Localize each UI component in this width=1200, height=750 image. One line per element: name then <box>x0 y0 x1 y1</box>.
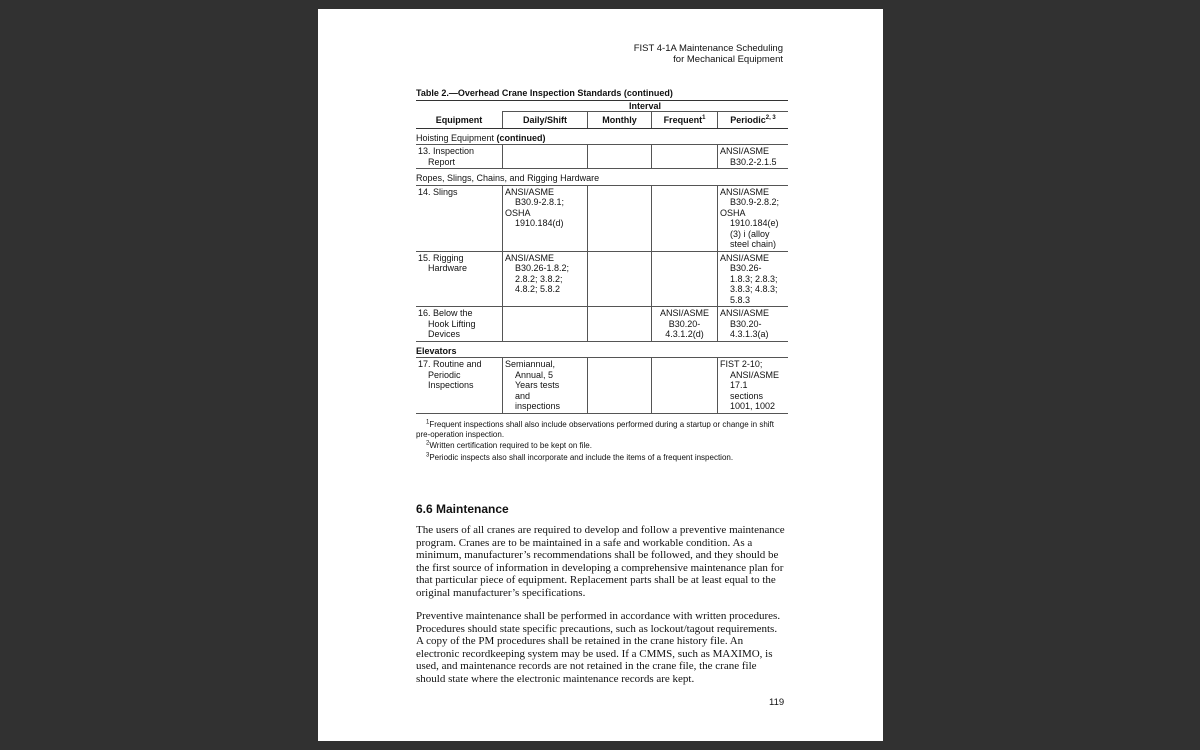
cell-line: B30.20- <box>668 318 701 329</box>
section-ropes-slings: Ropes, Slings, Chains, and Rigging Hardware <box>416 169 788 186</box>
cell-line: OSHA <box>720 207 746 218</box>
cell-equipment <box>416 186 502 251</box>
cell-line: Hardware <box>428 263 468 273</box>
cell-line: FIST 2-10; <box>720 359 763 369</box>
table-row <box>416 145 788 169</box>
interval-label: Interval <box>502 101 788 113</box>
footnote-3: $^3$Periodic inspects also shall incorporate and include the items of a frequent inspection. <box>426 452 734 462</box>
cell-daily-shift <box>502 358 587 413</box>
col-equipment: Equipment <box>435 115 483 125</box>
cell-line: Report <box>428 156 456 167</box>
cell-line: ANSI/ASME <box>720 252 770 263</box>
column-header-row <box>416 112 788 129</box>
cell-line: Annual, 5 <box>515 369 554 380</box>
cell-equipment <box>416 252 502 307</box>
cell-line: and <box>515 390 531 401</box>
section-heading: 6.6 Maintenance <box>416 502 509 516</box>
cell-line: 1.8.3; 2.8.3; <box>730 273 778 284</box>
cell-line: ANSI/ASME <box>730 369 780 380</box>
cell-line: 15. Rigging <box>418 252 464 263</box>
interval-header-row <box>416 101 788 113</box>
cell-periodic <box>717 145 788 168</box>
cell-equipment <box>416 307 502 341</box>
page-number: 119 <box>769 697 785 708</box>
cell-line: Devices <box>428 329 461 339</box>
cell-periodic <box>717 358 788 413</box>
cell-equipment <box>416 145 502 168</box>
cell-line: Periodic <box>428 369 461 380</box>
cell-frequent <box>651 307 717 341</box>
col-monthly: Monthly <box>587 112 651 128</box>
table-row <box>416 307 788 342</box>
cell-line: 1910.184(d) <box>515 218 564 228</box>
cell-line: sections <box>730 390 764 401</box>
cell-periodic <box>717 252 788 307</box>
cell-line: 17. Routine and <box>418 359 482 369</box>
document-page <box>318 9 883 741</box>
header-line-1: FIST 4-1A Maintenance Scheduling <box>633 43 783 54</box>
cell-periodic <box>717 307 788 341</box>
cell-frequent <box>651 358 717 413</box>
col-periodic: Periodic$^{2, 3}$ <box>717 112 788 128</box>
cell-line: 13. Inspection <box>418 146 475 156</box>
cell-line: Inspections <box>428 380 474 390</box>
cell-line: 1001, 1002 <box>730 401 776 411</box>
cell-line: ANSI/ASME <box>505 252 555 263</box>
cell-line: Years tests <box>515 380 560 390</box>
cell-equipment <box>416 358 502 413</box>
cell-daily-shift <box>502 307 587 341</box>
cell-line: 1910.184(e) <box>730 218 779 228</box>
cell-line: ANSI/ASME <box>505 186 555 197</box>
table-row <box>416 252 788 308</box>
cell-daily-shift <box>502 145 587 168</box>
cell-line: B30.2-2.1.5 <box>730 156 777 167</box>
cell-line: ANSI/ASME <box>720 186 770 197</box>
cell-line: ANSI/ASME <box>659 308 709 318</box>
col-daily-shift: Daily/Shift <box>502 112 587 128</box>
paragraph-1: The users of all cranes are required to develop and follow a preventive maintenance program. Cranes are to be maintained in a safe and workable condition. As a minimum, manufacturer’s recommendations shall be followed, and they should be the first source of information in developing a comprehensive maintenance plan for that particular piece of equipment. Replacement parts shall be at least equal to the original manufacturer’s specifications. <box>416 524 785 599</box>
footnote-2: $^2$Written certification required to be kept on file. <box>426 440 592 450</box>
cell-monthly <box>587 145 651 168</box>
footnote-1: $^1$Frequent inspections shall also include observations performed during a startup or change in shift pre-operation inspection. <box>416 419 774 439</box>
table-row <box>416 358 788 414</box>
cell-daily-shift <box>502 186 587 251</box>
inspection-table <box>416 88 788 414</box>
cell-line: 16. Below the <box>418 308 473 318</box>
cell-line: (3) i (alloy <box>730 228 770 239</box>
cell-line: 2.8.2; 3.8.2; <box>515 273 563 284</box>
cell-daily-shift <box>502 252 587 307</box>
cell-line: 3.8.3; 4.8.3; <box>730 284 778 294</box>
cell-line: 17.1 <box>730 380 748 390</box>
cell-line: B30.9-2.8.2; <box>730 197 780 207</box>
cell-frequent <box>651 145 717 168</box>
cell-periodic <box>717 186 788 251</box>
paragraph-2: Preventive maintenance shall be performed in accordance with written procedures. Procedures should state specific precautions, such as lockout/tagout requirements. A copy of the PM procedures shall be retained in the crane history file. An electronic recordkeeping system may be used. If a CMMS, such as MAXIMO, is used, and maintenance records are not retained in the crane file, the crane file should state where the electronic maintenance records are kept. <box>416 610 781 685</box>
cell-line: Semiannual, <box>505 359 556 369</box>
cell-line: steel chain) <box>730 239 777 249</box>
cell-line: Hook Lifting <box>428 318 476 329</box>
running-header <box>634 43 783 65</box>
cell-line: 4.8.2; 5.8.2 <box>515 284 561 294</box>
table-row <box>416 186 788 252</box>
cell-monthly <box>587 252 651 307</box>
cell-line: ANSI/ASME <box>720 146 770 156</box>
cell-line: OSHA <box>505 207 531 218</box>
cell-monthly <box>587 186 651 251</box>
cell-monthly <box>587 358 651 413</box>
cell-line: 4.3.1.2(d) <box>665 329 704 339</box>
cell-frequent <box>651 186 717 251</box>
header-line-2: for Mechanical Equipment <box>673 54 783 65</box>
cell-line: B30.9-2.8.1; <box>515 197 565 207</box>
cell-line: B30.20- <box>730 318 762 329</box>
cell-line: inspections <box>515 401 561 411</box>
cell-monthly <box>587 307 651 341</box>
section-elevators: Elevators <box>416 342 788 359</box>
cell-line: 5.8.3 <box>730 294 751 305</box>
cell-line: B30.26- <box>730 263 762 273</box>
col-frequent: Frequent$^1$ <box>651 112 717 128</box>
section-hoisting-equipment: Hoisting Equipment (continued) <box>416 129 788 146</box>
cell-frequent <box>651 252 717 307</box>
table-caption: Table 2.—Overhead Crane Inspection Standards (continued) <box>416 88 788 101</box>
cell-line: 14. Slings <box>418 186 458 197</box>
cell-line: B30.26-1.8.2; <box>515 263 570 273</box>
cell-line: ANSI/ASME <box>720 308 770 318</box>
cell-line: 4.3.1.3(a) <box>730 329 769 339</box>
